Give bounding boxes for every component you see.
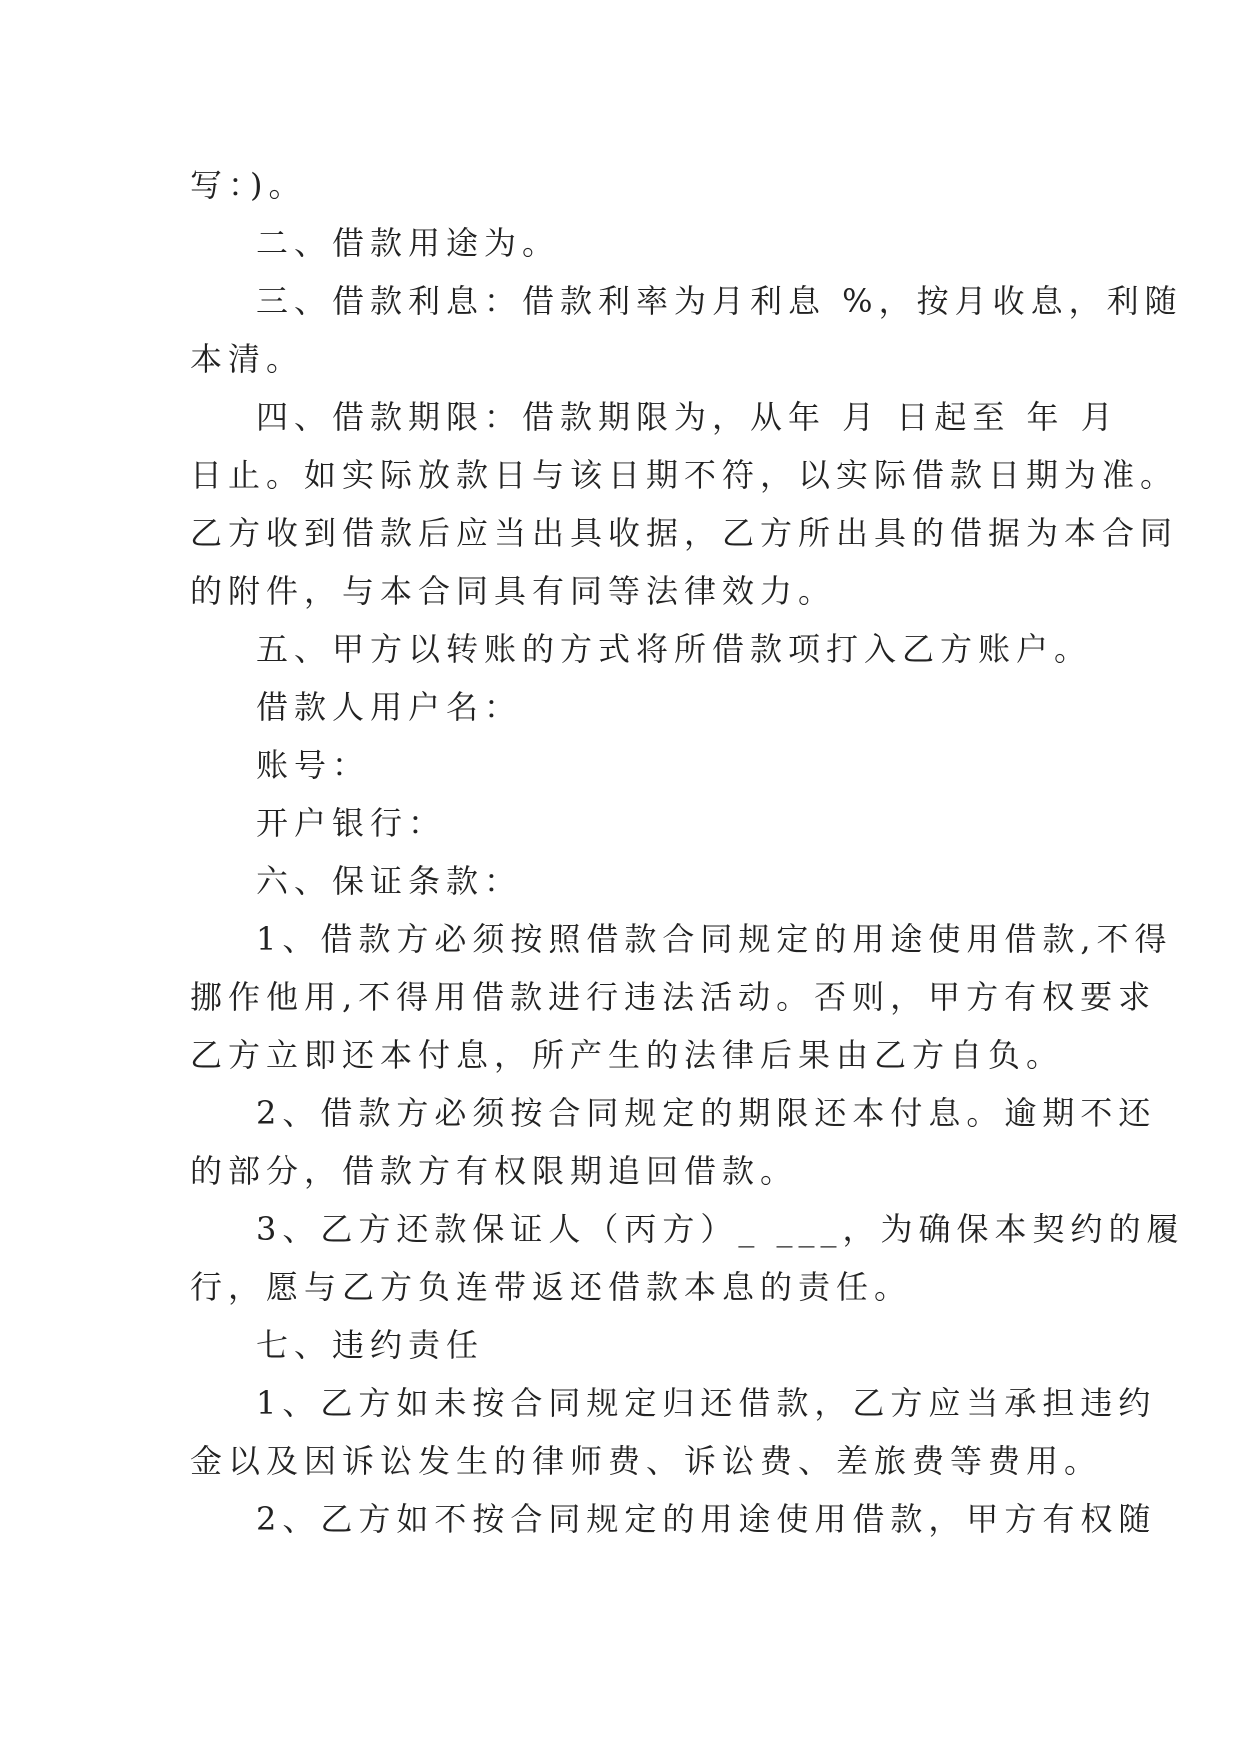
text-line: 的部分，借款方有权限期追回借款。 [190, 1152, 799, 1190]
text-line: 金以及因诉讼发生的律师费、诉讼费、差旅费等费用。 [190, 1442, 1103, 1480]
text-line: 1、乙方如未按合同规定归还借款，乙方应当承担违约 [256, 1384, 1157, 1422]
text-line: 本清。 [190, 340, 305, 378]
text-line: 开户银行： [256, 804, 447, 842]
text-line: 乙方立即还本付息，所产生的法律后果由乙方自负。 [190, 1036, 1065, 1074]
text-line: 七、违约责任 [256, 1326, 485, 1364]
text-line: 2、乙方如不按合同规定的用途使用借款，甲方有权随 [256, 1500, 1157, 1538]
text-line: 三、借款利息：借款利率为月利息 %，按月收息，利随 [256, 282, 1183, 320]
text-line: 3、乙方还款保证人（丙方）_ ___，为确保本契约的履 [256, 1210, 1185, 1248]
text-line: 挪作他用,不得用借款进行违法活动。否则，甲方有权要求 [190, 978, 1157, 1016]
text-line: 的附件，与本合同具有同等法律效力。 [190, 572, 837, 610]
text-line: 账号： [256, 746, 371, 784]
text-line: 行，愿与乙方负连带返还借款本息的责任。 [190, 1268, 913, 1306]
text-line: 借款人用户名： [256, 688, 523, 726]
text-line: 日止。如实际放款日与该日期不符，以实际借款日期为准。 [190, 456, 1179, 494]
text-line: 六、保证条款： [256, 862, 523, 900]
text-line: 1、借款方必须按照借款合同规定的用途使用借款,不得 [256, 920, 1173, 958]
text-line: 写：)。 [190, 166, 307, 204]
text-line: 2、借款方必须按合同规定的期限还本付息。逾期不还 [256, 1094, 1157, 1132]
contract-text [190, 156, 1185, 1548]
text-line: 五、甲方以转账的方式将所借款项打入乙方账户。 [256, 630, 1093, 668]
text-line: 乙方收到借款后应当出具收据，乙方所出具的借据为本合同 [190, 514, 1179, 552]
text-line: 二、借款用途为。 [256, 224, 561, 262]
text-line: 四、借款期限：借款期限为，从年 月 日起至 年 月 [256, 398, 1119, 436]
